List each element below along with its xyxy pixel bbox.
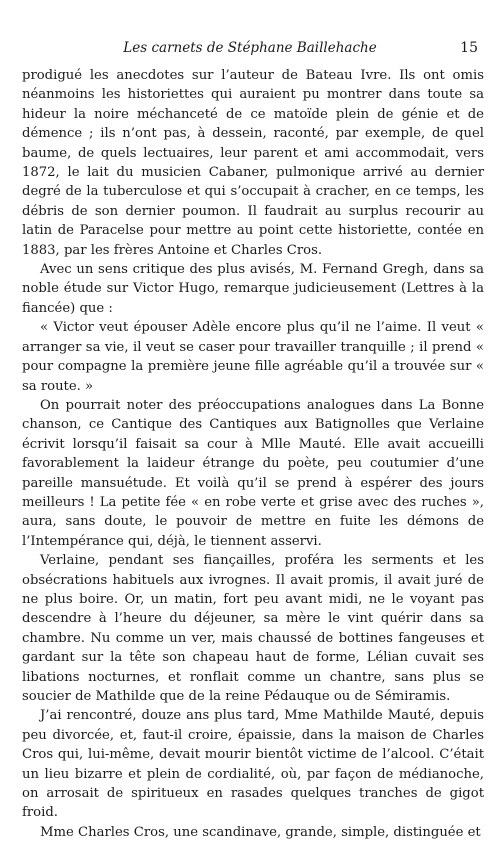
paragraph: prodigué les anecdotes sur l’auteur de Bateau Ivre. Ils ont omis néanmoins les historiettes qui auraient pu montrer dans toute sa hideur la noire méchanceté de ce matoïde plein de génie et de démence ; ils n’ont pas, à dessein, raconté, par exemple, de quel baume, de quels lectuaires, leur parent et ami accommodait, vers 1872, le lait du musicien Cabaner, pulmonique arrivé au dernier degré de la tuberculose et qui s’occupait à cracher, en ce temps, les débris de son dernier poumon. Il faudrait au surplus recourir au latin de Paracelse pour mettre au point cette historiette, contée en 1883, par les frères Antoine et Charles Cros. (22, 68, 484, 258)
paragraph: Verlaine, pendant ses fiançailles, proféra les serments et les obsécrations habituels aux ivrognes. Il avait promis, il avait juré de ne plus boire. Or, un matin, fort peu avant midi, ne le voyant pas descendre à l’heure du déjeuner, sa mère le vint quérir dans sa chambre. Nu comme un ver, mais chaussé de bottines fangeuses et gardant sur la tête son chapeau haut de forme, Lélian cuvait ses libations nocturnes, et ronflait comme un chantre, sans plus se soucier de Mathilde que de la reine Pédauque ou de Sémiramis. (22, 553, 484, 704)
page-number: 15 (460, 40, 478, 56)
running-header (18, 40, 482, 62)
paragraph: On pourrait noter des préoccupations analogues dans La Bonne chanson, ce Cantique des Cantiques aux Batignolles que Verlaine écrivit lorsqu’il faisait sa cour à Mlle Mauté. Elle avait accueilli favorablement la laideur étrange du poète, peu coutumier d’une pareille mansuétude. Et voilà qu’il se prend à espérer des jours meilleurs ! La petite fée « en robe verte et grise avec des ruches », aura, sans doute, le pouvoir de mettre en fuite les démons de l’Intempérance qui, déjà, le tiennent asservi. (22, 397, 484, 549)
quotation: « Victor veut épouser Adèle encore plus qu’il ne l’aime. Il veut « arranger sa vie, il veut se caser pour travailler tranquille ; il prend « pour compagne la première jeune fille agréable qu’il a trouvée sur « sa route. » (22, 320, 484, 394)
paragraph: J’ai rencontré, douze ans plus tard, Mme Mathilde Mauté, depuis peu divorcée, et, faut-il croire, épaissie, dans la maison de Charles Cros qui, lui-même, devait mourir bientôt victime de l’alcool. C’était un lieu bizarre et plein de cordialité, où, par façon de médianoche, on arrosait de spiritueux en rasades quelques tranches de gigot froid. (22, 708, 484, 821)
paragraph: Mme Charles Cros, une scandinave, grande, simple, distinguée et (40, 824, 481, 840)
paragraph: Avec un sens critique des plus avisés, M. Fernand Gregh, dans sa noble étude sur Victor Hugo, remarque judicieusement (Lettres à la fiancée) que : (22, 262, 484, 316)
body-text (22, 66, 484, 842)
running-title: Les carnets de Stéphane Baillehache (123, 40, 377, 56)
